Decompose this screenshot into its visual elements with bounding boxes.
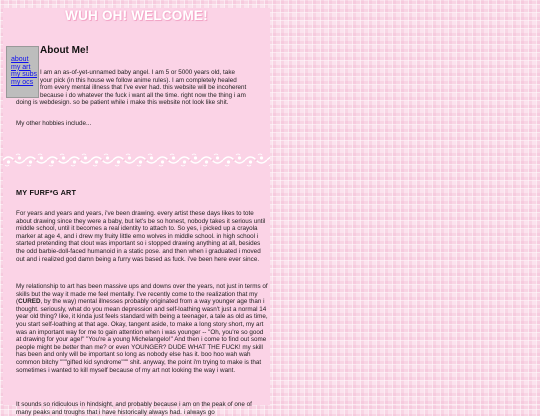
p2-part-b: , by the way) mental illnesses probably originated from a way younger age than i thought. seriously, what do you mean depression and self-loathing wasn't just a normal 14 year old thing? like, it kinda just feels standard with being a teenager, a tale as old as time, you start self-loathing at that age. Okay, tangent aside, to make a long story short, my art was an important way for me to gain attention when i was younger -- "Oh, you're so good at drawing for your age!" "You're a young Michelangelo!" And then i come to find out some people might be [16, 298, 268, 351]
nav-link-my-art[interactable]: my art [11, 63, 31, 71]
art-paragraph-3: It sounds so ridiculous in hindsight, and probably because i am on the peak of one of many peaks and troughs that i have historically always had. i always go [16, 401, 252, 416]
about-line-2: your pick (in this house we follow anime rules). I am completely healed [40, 76, 237, 84]
p2-part-c: than me? or even YOUNGER? DUDE WHAT THE FUCK! my skill has been and only will be important so long as nobody else has it. boo hoo wah wah common bitchy """gifted kid syndrome""" shit. anyway, the point i'm trying to make is that sometimes i wanted to kill myself because of my art not looking the way i want. [16, 343, 263, 374]
art-paragraph-1: For years and years and years, i've been drawing. every artist these days likes to tote about drawing since they were a baby, but let's be so honest, nobody takes it serious until middle school, until it becomes a real identity to attach to. So yes, i picked up a crayola marker at age 4, and i drew my fruity little emo wolves in middle school. in high school i started pretending that clout was important so i stopped drawing anything at all, besides the odd barbie-doll-faced humanoid in a static pose. and then when i graduated i moved out and i realized god damn being a furry was based as fuck. i've been here ever since. [16, 210, 266, 263]
nav-link-about[interactable]: about [11, 56, 29, 63]
nav-link-my-subs[interactable]: my subs [11, 71, 38, 79]
about-heading: About Me! [40, 45, 89, 56]
about-line-5: doing is webdesign. so be patient while i make this website not look like shit. [16, 99, 229, 107]
nav-link-my-ocs[interactable]: my ocs [11, 79, 34, 87]
about-line-1: I am an as-of-yet-unnamed baby angel. I am 5 or 5000 years old, take [40, 69, 235, 76]
about-intro [16, 69, 268, 107]
furf-art-heading: MY FURF*G ART [16, 188, 77, 197]
art-paragraph-2 [16, 283, 268, 374]
hobbies-text: My other hobbies include... [16, 120, 92, 127]
main-content-panel [3, 8, 270, 416]
about-line-4: because i do whatever the fuck i want all the time. right now the thing i am [40, 91, 246, 99]
welcome-banner: WUH OH! WELCOME! [65, 8, 208, 23]
p2-cured: CURED [18, 298, 41, 306]
p2-part-a: My relationship to art has been massive ups and downs over the years, not just in terms of skills but the way it made me feel mentally. I've recently come to the realization that my ( [16, 283, 268, 306]
lace-divider [3, 151, 270, 169]
about-line-3: from every mental illness that I've ever had. this website will be incoherent [40, 84, 247, 92]
p2-better: better [62, 343, 79, 351]
